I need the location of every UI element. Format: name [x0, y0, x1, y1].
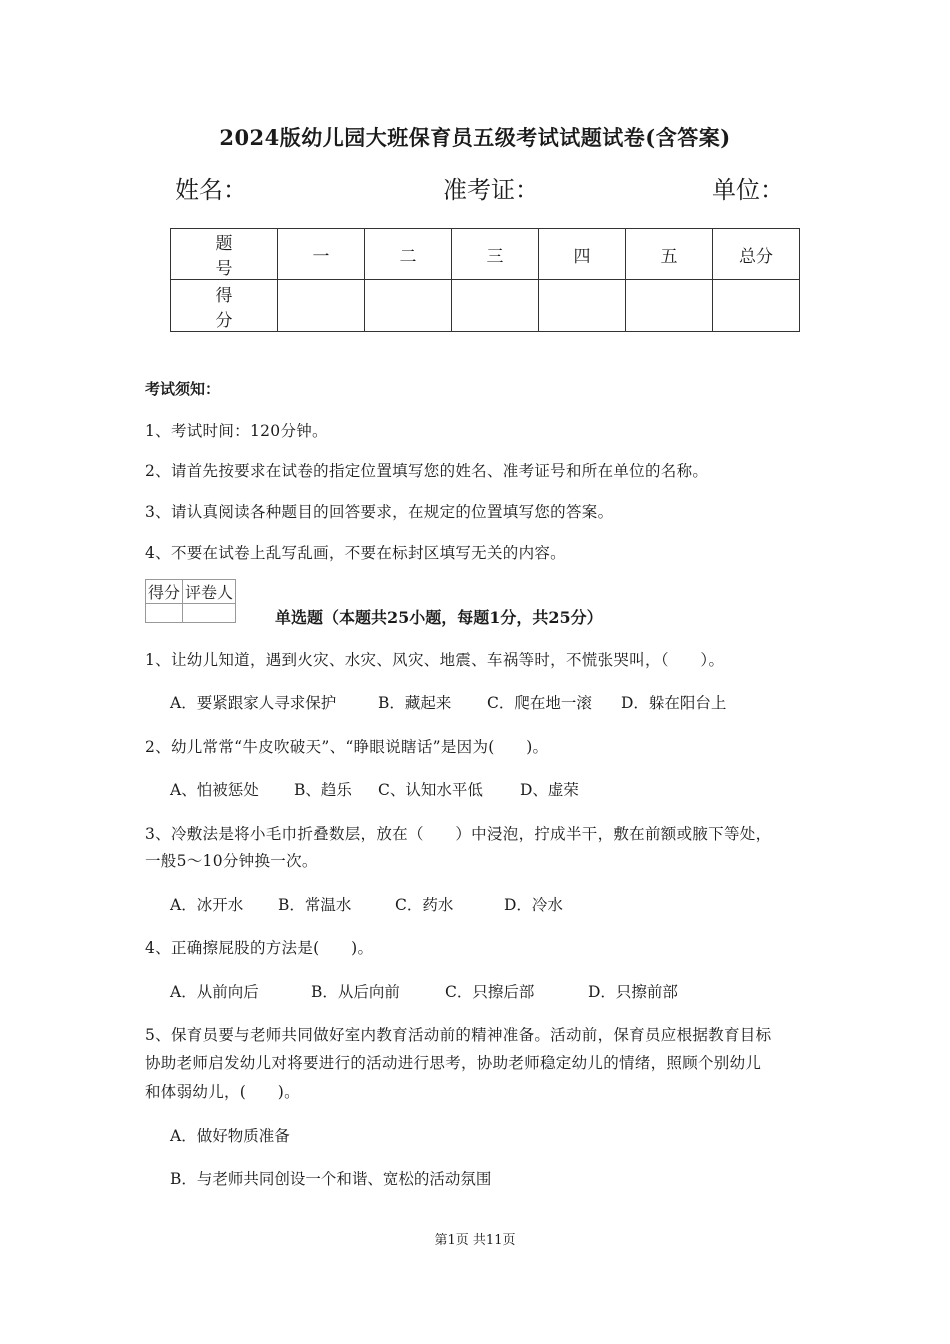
- notice-item: 4、不要在试卷上乱写乱画，不要在标封区填写无关的内容。: [145, 544, 566, 562]
- notice-heading: 考试须知：: [145, 380, 221, 398]
- question-option: B．常温水: [278, 896, 352, 914]
- score-header-cell: 总分: [713, 229, 800, 280]
- score-header-cell: 四: [539, 229, 626, 280]
- question-option: A．做好物质准备: [170, 1127, 290, 1145]
- score-input-cell[interactable]: [365, 280, 452, 332]
- notice-item: 1、考试时间：120分钟。: [145, 422, 328, 440]
- question-stem: 1、让幼儿知道，遇到火灾、水灾、风灾、地震、车祸等时，不慌张哭叫，（ ）。: [145, 651, 725, 669]
- question-stem: 3、冷敷法是将小毛巾折叠数层，放在（ ）中浸泡，拧成半干，敷在前额或腋下等处，: [145, 825, 772, 843]
- question-option: D、虚荣: [520, 781, 579, 799]
- name-field-label: 姓名：: [175, 176, 247, 204]
- question-option: D．只擦前部: [588, 983, 678, 1001]
- question-option: C．药水: [395, 896, 454, 914]
- grader-box-score-label: 得分: [146, 580, 183, 604]
- question-stem: 4、正确擦屁股的方法是( )。: [145, 939, 374, 957]
- score-header-cell: 五: [626, 229, 713, 280]
- question-option: B．藏起来: [378, 694, 452, 712]
- question-option: B．从后向前: [311, 983, 400, 1001]
- question-option: A．冰开水: [170, 896, 244, 914]
- score-row-label: 得 分: [171, 280, 278, 332]
- exam-id-field-label: 准考证：: [443, 176, 539, 204]
- grader-box-grader-cell[interactable]: [183, 604, 236, 623]
- question-stem: 2、幼儿常常“牛皮吹破天”、“睁眼说瞎话”是因为( )。: [145, 738, 549, 756]
- score-table-score-row: [171, 280, 800, 332]
- score-input-cell[interactable]: [713, 280, 800, 332]
- grader-box: [145, 579, 236, 623]
- score-table-header-row: [171, 229, 800, 280]
- score-header-cell: 一: [278, 229, 365, 280]
- score-header-cell: 二: [365, 229, 452, 280]
- grader-box-score-cell[interactable]: [146, 604, 183, 623]
- page-footer: 第1页 共11页: [434, 1233, 516, 1248]
- question-option: C．爬在地一滚: [487, 694, 592, 712]
- question-option: A．要紧跟家人寻求保护: [170, 694, 337, 712]
- unit-field-label: 单位：: [712, 176, 784, 204]
- question-option: A、怕被惩处: [170, 781, 259, 799]
- score-input-cell[interactable]: [278, 280, 365, 332]
- question-option: C、认知水平低: [378, 781, 483, 799]
- question-stem: 一般5～10分钟换一次。: [145, 852, 318, 870]
- score-input-cell[interactable]: [539, 280, 626, 332]
- section-title: 单选题（本题共25小题，每题1分，共25分）: [275, 608, 603, 627]
- question-option: D．冷水: [504, 896, 563, 914]
- question-stem: 和体弱幼儿，( )。: [145, 1083, 300, 1101]
- question-option: B、趋乐: [294, 781, 352, 799]
- score-header-cell: 三: [452, 229, 539, 280]
- question-option: B．与老师共同创设一个和谐、宽松的活动氛围: [170, 1170, 492, 1188]
- page-title: 2024版幼儿园大班保育员五级考试试题试卷(含答案): [219, 125, 731, 150]
- score-input-cell[interactable]: [626, 280, 713, 332]
- question-stem: 5、保育员要与老师共同做好室内教育活动前的精神准备。活动前，保育员应根据教育目标: [145, 1026, 772, 1044]
- question-option: D．躲在阳台上: [621, 694, 727, 712]
- notice-item: 2、请首先按要求在试卷的指定位置填写您的姓名、准考证号和所在单位的名称。: [145, 462, 709, 480]
- question-option: C．只擦后部: [445, 983, 535, 1001]
- notice-item: 3、请认真阅读各种题目的回答要求，在规定的位置填写您的答案。: [145, 503, 614, 521]
- grader-box-grader-label: 评卷人: [183, 580, 236, 604]
- question-stem: 协助老师启发幼儿对将要进行的活动进行思考，协助老师稳定幼儿的情绪，照顾个别幼儿: [145, 1054, 762, 1072]
- score-header-cell: 题 号: [171, 229, 278, 280]
- score-table: [170, 228, 800, 332]
- score-input-cell[interactable]: [452, 280, 539, 332]
- question-option: A．从前向后: [170, 983, 259, 1001]
